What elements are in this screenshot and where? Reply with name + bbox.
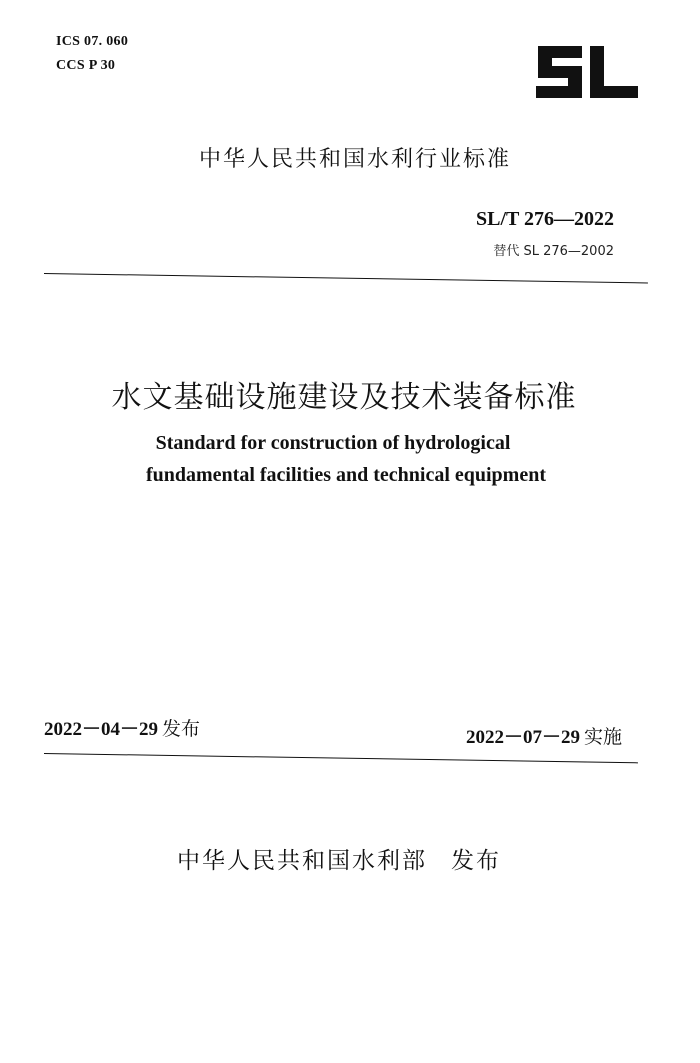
- industry-standard-heading: 中华人民共和国水利行业标准: [198, 147, 511, 172]
- issue-date-block: [44, 714, 200, 741]
- ccs-code: CCS P 30: [56, 58, 116, 73]
- standard-number: SL/T 276—2022: [476, 208, 614, 230]
- sl-logo-letter-s: [536, 46, 582, 98]
- publisher-action: 发布: [451, 848, 501, 874]
- implementation-date-block: [466, 722, 622, 749]
- ics-code: ICS 07. 060: [56, 34, 129, 49]
- sl-logo: [532, 40, 642, 104]
- title-english-line1: Standard for construction of hydrological: [155, 432, 511, 454]
- replaces-standard: 替代 SL 276—2002: [493, 244, 614, 259]
- publisher-name: 中华人民共和国水利部: [177, 848, 427, 874]
- title-chinese: 水文基础设施建设及技术装备标准: [111, 380, 577, 415]
- issue-label: 发布: [162, 718, 201, 740]
- issue-date: 2022－04－29: [44, 719, 159, 740]
- publisher-line: [0, 842, 700, 875]
- top-divider: [44, 273, 648, 283]
- implementation-date: 2022－07－29: [465, 727, 580, 748]
- implementation-label: 实施: [583, 726, 622, 748]
- bottom-divider: [44, 753, 638, 763]
- title-english-line2: fundamental facilities and technical equipment: [145, 464, 546, 486]
- sl-logo-letter-l: [590, 46, 638, 98]
